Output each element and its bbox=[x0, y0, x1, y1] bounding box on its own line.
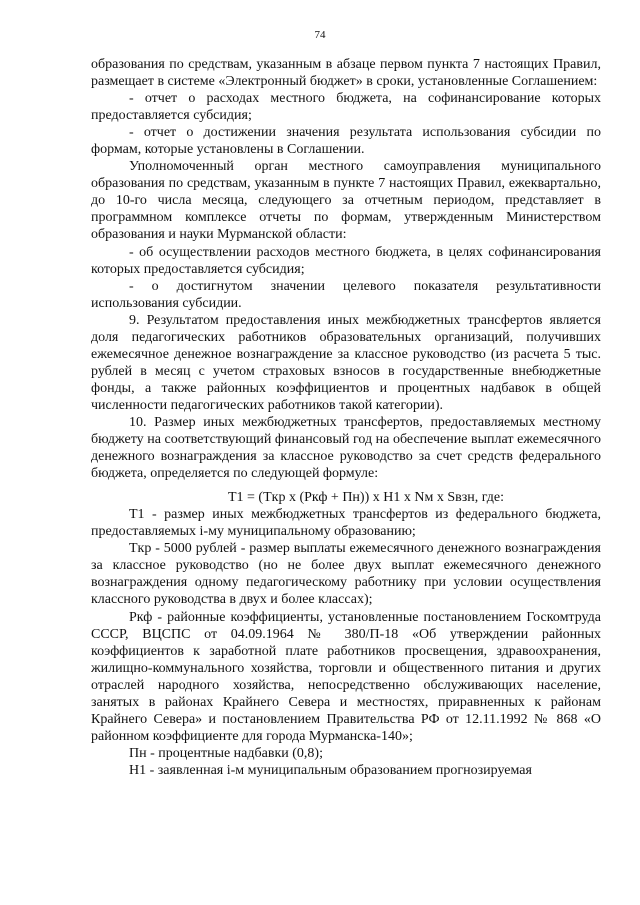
definition: T1 - размер иных межбюджетных трансфертов из федерального бюджета, предоставляемых i-му муниципальному образованию; bbox=[91, 507, 601, 540]
definition: Pкф - районные коэффициенты, установленные постановлением Госкомтруда СССР, ВЦСПС от 04.09.1964 № 380/П-18 «Об утверждении районных коэффициентов к заработной плате работников просвещения, здравоохранения, жилищно-коммунального хозяйства, торговли и общественного питания и других отраслей народного хозяйства, непосредственно обслуживающих население, занятых в районах Крайнего Севера и местностях, приравненных к районам Крайнего Севера» и постановлением Правительства РФ от 12.11.1992 № 868 «О районном коэффициенте для города Мурманска-140»; bbox=[91, 609, 601, 744]
paragraph: - о достигнутом значении целевого показателя результативности использования субсидии. bbox=[91, 278, 601, 311]
paragraph: 9. Результатом предоставления иных межбюджетных трансфертов является доля педагогических работников образовательных организаций, получивших ежемесячное денежное вознаграждение за классное руководство (из расчета 5 тыс. рублей в месяц с учетом страховых взносов в государственные внебюджетные фонды, а также районных коэффициентов и процентных надбавок в общей численности педагогических работников такой категории). bbox=[91, 312, 601, 413]
paragraph: - отчет о достижении значения результата использования субсидии по формам, которые установлены в Соглашении. bbox=[91, 125, 601, 158]
document-body bbox=[91, 56, 601, 779]
page-number: 74 bbox=[314, 29, 326, 41]
paragraph: образования по средствам, указанным в абзаце первом пункта 7 настоящих Правил, размещает в системе «Электронный бюджет» в сроки, установленные Соглашением: bbox=[91, 57, 601, 90]
definition: H1 - заявленная i-м муниципальным образованием прогнозируемая bbox=[129, 762, 532, 778]
paragraph: - отчет о расходах местного бюджета, на софинансирование которых предоставляется субсидия; bbox=[91, 91, 601, 124]
formula: T1 = (Tкр x (Pкф + Пн)) x H1 x Nм x Sвзн, где: bbox=[227, 490, 505, 506]
paragraph: Уполномоченный орган местного самоуправления муниципального образования по средствам, указанным в пункте 7 настоящих Правил, ежеквартально, до 10-го числа месяца, следующего за отчетным периодом, представляет в программном комплексе отчеты по формам, утвержденным Министерством образования и науки Мурманской области: bbox=[91, 159, 601, 243]
paragraph: - об осуществлении расходов местного бюджета, в целях софинансирования которых предоставляется субсидия; bbox=[91, 244, 601, 277]
definition: Пн - процентные надбавки (0,8); bbox=[129, 745, 323, 761]
paragraph: 10. Размер иных межбюджетных трансфертов, предоставляемых местному бюджету на соответствующий финансовый год на обеспечение выплат ежемесячного денежного вознаграждения за классное руководство за счет средств федерального бюджета, определяется по следующей формуле: bbox=[91, 414, 601, 482]
definition: Tкр - 5000 рублей - размер выплаты ежемесячного денежного вознаграждения за классное руководство (но не более двух выплат ежемесячного денежного вознаграждения одному педагогическому работнику при условии осуществления классного руководства в двух и более классах); bbox=[91, 541, 601, 608]
